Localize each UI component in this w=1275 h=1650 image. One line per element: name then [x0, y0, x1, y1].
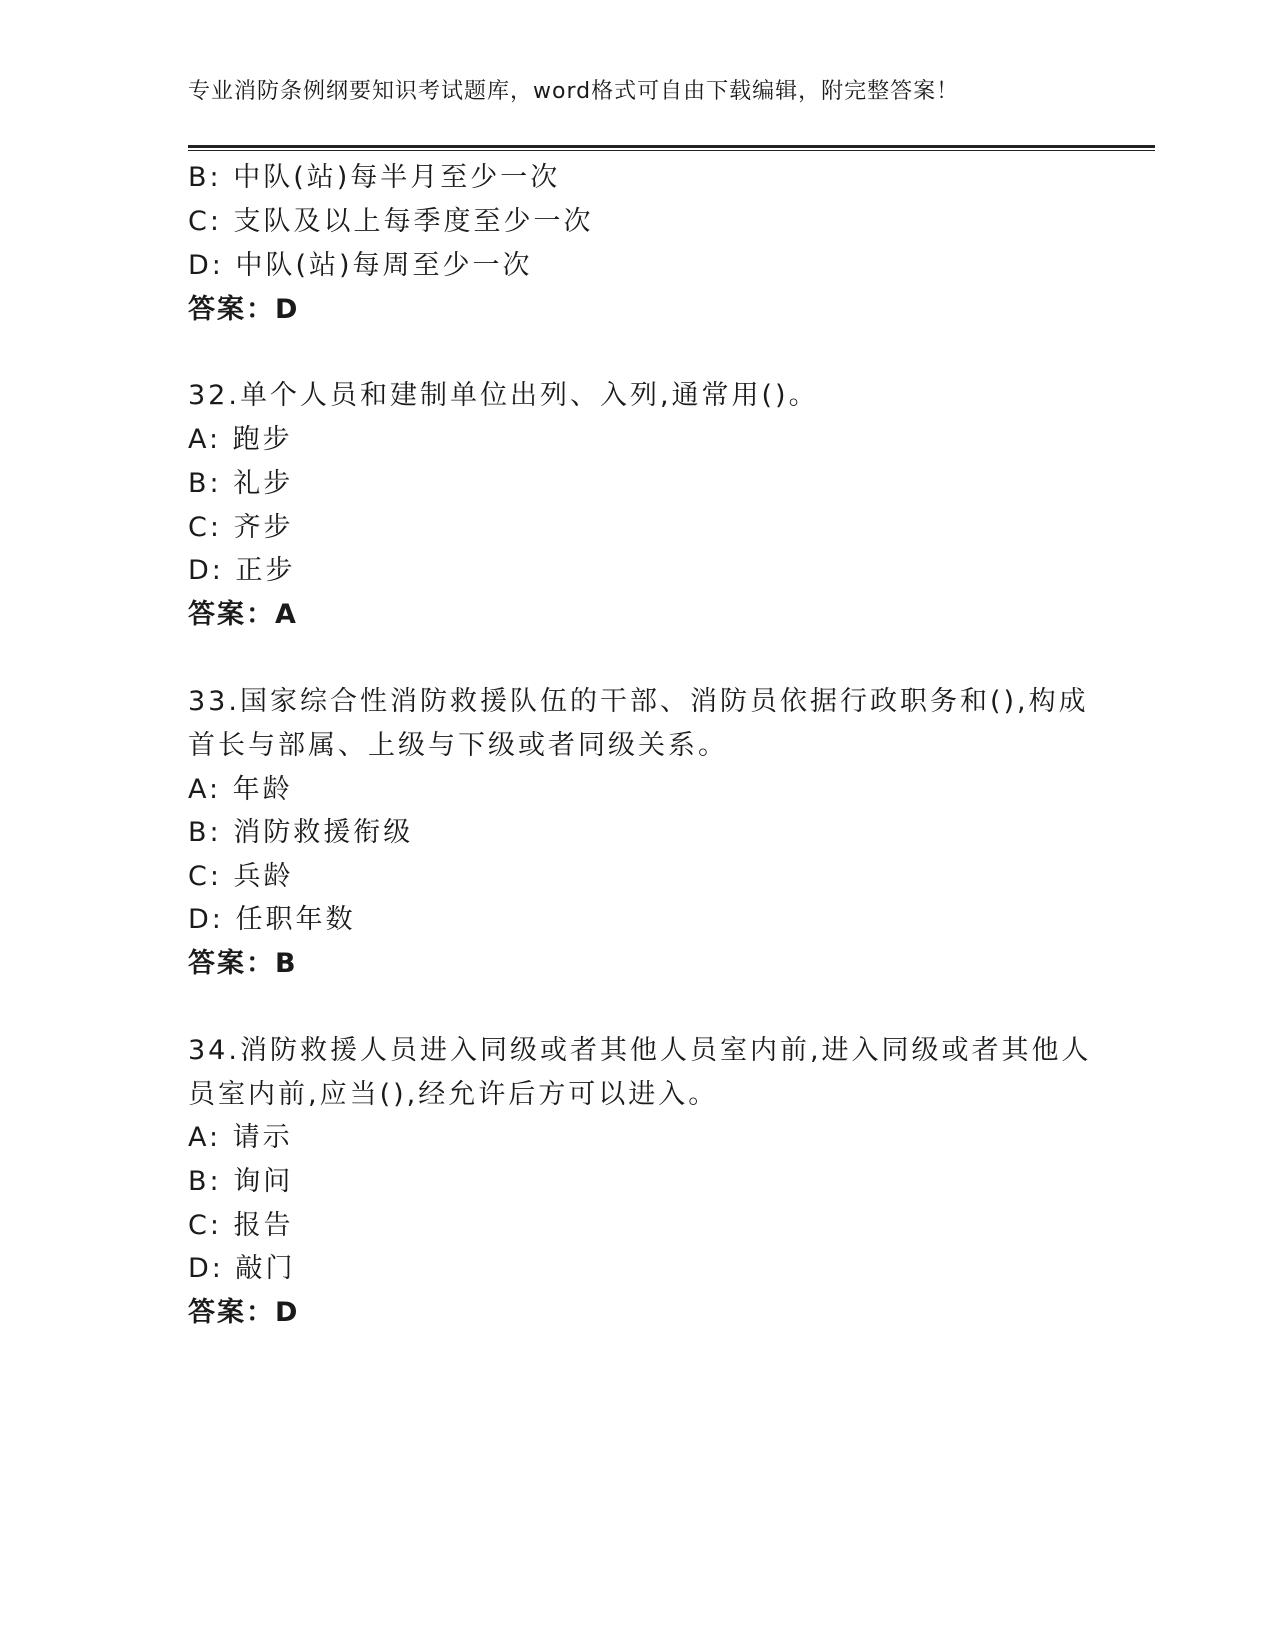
header-rule-thick	[188, 145, 1155, 148]
option-b: B: 礼步	[188, 468, 294, 499]
page-header: 专业消防条例纲要知识考试题库，word格式可自由下载编辑，附完整答案！	[188, 79, 960, 104]
option-d: D: 正步	[188, 555, 296, 586]
option-b: B: 消防救援衔级	[188, 817, 414, 848]
option-c: C: 齐步	[188, 512, 294, 543]
option-d: D: 中队(站)每周至少一次	[188, 250, 533, 281]
question-33-cont: 首长与部属、上级与下级或者同级关系。	[188, 730, 728, 761]
option-c: C: 支队及以上每季度至少一次	[188, 206, 594, 237]
option-a: A: 年龄	[188, 774, 293, 805]
question-32: 32.单个人员和建制单位出列、入列,通常用()。	[188, 380, 819, 411]
answer: 答案：D	[188, 1297, 300, 1328]
option-c: C: 报告	[188, 1210, 294, 1241]
question-34: 34.消防救援人员进入同级或者其他人员室内前,进入同级或者其他人	[188, 1035, 1092, 1066]
question-34-cont: 员室内前,应当(),经允许后方可以进入。	[188, 1079, 719, 1110]
answer: 答案：D	[188, 294, 300, 325]
option-c: C: 兵龄	[188, 861, 294, 892]
option-d: D: 任职年数	[188, 904, 356, 935]
option-b: B: 中队(站)每半月至少一次	[188, 162, 561, 193]
option-d: D: 敲门	[188, 1253, 296, 1284]
option-b: B: 询问	[188, 1166, 294, 1197]
header-rule-thin	[188, 150, 1155, 151]
question-33: 33.国家综合性消防救援队伍的干部、消防员依据行政职务和(),构成	[188, 686, 1089, 717]
answer: 答案：A	[188, 599, 298, 630]
answer: 答案：B	[188, 948, 298, 979]
option-a: A: 请示	[188, 1122, 293, 1153]
option-a: A: 跑步	[188, 424, 293, 455]
